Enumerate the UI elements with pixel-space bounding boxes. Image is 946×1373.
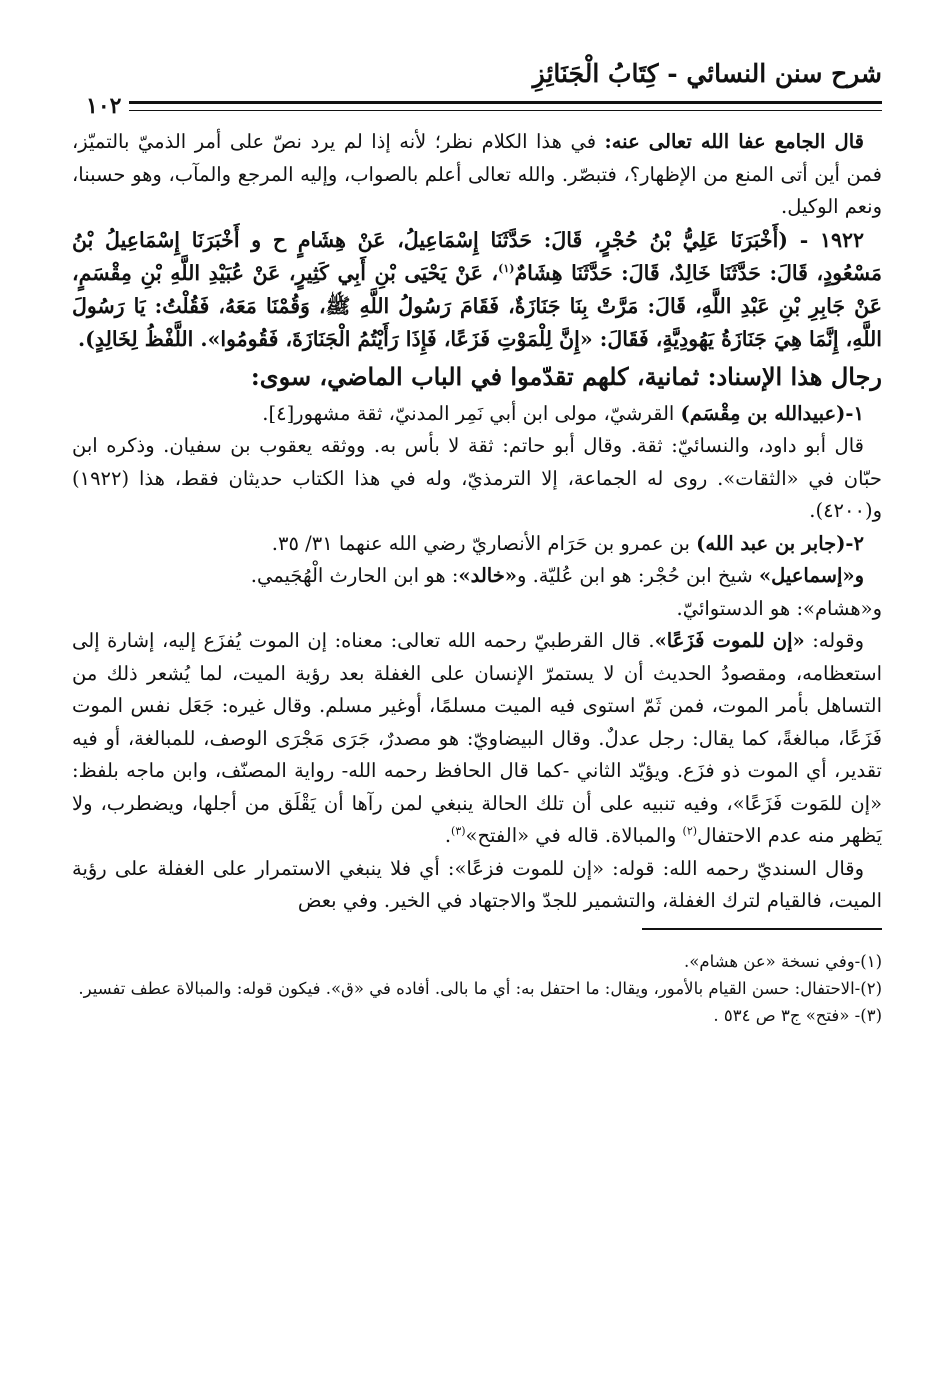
footnote-ref-2[interactable]: (٢)	[682, 824, 698, 838]
footnote-2: (٢)-الاحتفال: حسن القيام بالأمور، ويقال: ما احتفل به: أي ما بالى. أفاده في «ق». فيكون قوله: والمبالاة عطف تفسير.	[78, 978, 882, 998]
explanation-paragraph-1	[72, 625, 882, 853]
narrator-1	[72, 398, 882, 431]
header-rule-row	[72, 92, 882, 120]
commentary-author-label: قال الجامع عفا الله تعالى عنه:	[604, 130, 864, 153]
hadith-text-part-2: ، عَنْ يَحْيَى بْنِ أَبِي كَثِيرٍ، عَنْ عُبَيْدِ اللَّهِ بْنِ مِقْسَمٍ، عَنْ جَابِرِ بْنِ عَبْدِ اللَّهِ، قَالَ: مَرَّتْ بِنَا جَنَازَةٌ، فَقَامَ رَسُولُ اللَّهِ ﷺ، وَقُمْنَا مَعَهُ، فَقُلْتُ: يَا رَسُولَ اللَّهِ، إِنَّمَا هِيَ جَنَازَةُ يَهُودِيَّةٍ، فَقَالَ: «إِنَّ لِلْمَوْتِ فَزَعًا، فَإِذَا رَأَيْتُمُ الْجَنَازَةَ، فَقُومُوا». اللَّفْظُ لِخَالِدٍ).	[72, 260, 882, 351]
commentary-text: في هذا الكلام نظر؛ لأنه إذا لم يرد نصّ على أمر الذميّ بالتميّز، فمن أين أتى المنع من الإظهار؟، فتبصّر. والله تعالى أعلم بالصواب، وإليه المرجع والمآب، وهو حسبنا، ونعم الوكيل.	[72, 130, 882, 218]
running-header-title: شرح سنن النسائي - كِتَابُ الْجَنَائِزِ	[532, 59, 882, 88]
footnote-1: (١)-وفي نسخة «عن هشام».	[684, 951, 882, 971]
footnote-ref-1[interactable]: (١)	[498, 261, 515, 275]
explanation-text-end: والمبالاة. قاله في «الفتح»	[465, 824, 683, 847]
ismail-khalid-note	[72, 560, 882, 593]
explanation-paragraph-2: وقال السنديّ رحمه الله: قوله: «إن للموت فزعًا»: أي فلا ينبغي الاستمرار على الغفلة على رؤية الميت، فالقيام لترك الغفلة، والتشمير للجدّ والاجتهاد في الخير. وفي بعض	[72, 856, 882, 912]
narrator-1-details: قال أبو داود، والنسائيّ: ثقة. وقال أبو حاتم: ثقة لا بأس به. ووثقه يعقوب بن سفيان. وذكره ابن حبّان في «الثقات». روى له الجماعة، إلا الترمذيّ، وله في هذا الكتاب حديثان فقط، هذا (١٩٢٢) و(٤٢٠٠).	[72, 434, 882, 522]
running-header	[72, 48, 882, 88]
header-double-rule	[129, 101, 882, 111]
footnote-ref-3[interactable]: (٣)	[451, 824, 466, 838]
narrator-2-text: بن عمرو بن حَرَام الأنصاريّ رضي الله عنهما ٣١/ ٣٥.	[271, 531, 697, 555]
main-text	[72, 126, 882, 918]
khalid-text: : هو ابن الحارث الْهُجَيمي.	[250, 564, 459, 587]
footnote-separator	[642, 928, 882, 930]
commentary-paragraph	[72, 126, 882, 224]
narrator-2-name: ٢-(جابر بن عبد الله)	[696, 531, 864, 555]
section-heading: رجال هذا الإسناد: ثمانية، كلهم تقدّموا في الباب الماضي، سوى:	[250, 361, 882, 391]
hadith-text-part-1: - (أَخْبَرَنَا عَلِيُّ بْنُ حُجْرٍ، قَالَ: حَدَّثَنَا إِسْمَاعِيلُ، عَنْ هِشَامٍ ح و أَخْبَرَنَا إِسْمَاعِيلُ بْنُ مَسْعُودٍ، قَالَ: حَدَّثَنَا خَالِدٌ، قَالَ: حَدَّثَنَا هِشَامٌ	[72, 227, 882, 285]
footnote-3: (٣)- «فتح» ج٣ ص ٥٣٤ .	[713, 1005, 882, 1025]
explanation-text: . قال القرطبيّ رحمه الله تعالى: معناه: إن الموت يُفزَع إليه، إشارة إلى استعظامه، ومقصودُ الحديث أن لا يستمرّ الإنسان على الغفلة بعد رؤية الميت، لما يُشعر ذلك من التساهل بأمر الموت، فمن ثَمّ استوى فيه الميت مسلمًا، أوغير مسلم. وقال غيره: جَعَل نفس الموت فَزَعًا، مبالغةً، كما يقال: رجل عدلٌ. وقال البيضاويّ: هو مصدرٌ، جَرَى مَجْرَى الوصف، للمبالغة، أو فيه تقدير، أي الموت ذو فزَع. ويؤيّد الثاني -كما قال الحافظ رحمه الله- رواية المصنّف، وابن ماجه بلفظ: «إن للمَوت فَزَعًا»، وفيه تنبيه على أن تلك الحالة ينبغي لمن رآها أن يَقْلَق من أجلها، ويضطرب، ولا يَظهر منه عدم الاحتفال	[72, 629, 882, 847]
document-page	[72, 48, 882, 1338]
hisham-note: و«هشام»: هو الدستوائيّ.	[676, 596, 882, 620]
explanation-lead: وقوله:	[804, 629, 864, 652]
explanation-close: .	[444, 824, 452, 847]
footnotes	[72, 948, 882, 1029]
narrator-1-name: ١-(عبيدالله بن مِقْسَم)	[680, 401, 864, 425]
page-number: ١٠٢	[86, 93, 122, 119]
explanation-quote: «إن للموت فَزَعًا»	[654, 629, 805, 652]
narrator-2	[72, 528, 882, 561]
hadith-paragraph	[72, 224, 882, 356]
ismail-text: شيخ ابن حُجْر: هو ابن عُليّة. و	[516, 564, 759, 587]
narrator-1-text: القرشيّ، مولى ابن أبي نَمِر المدنيّ، ثقة مشهور[٤].	[262, 401, 681, 425]
ismail-label: و«إسماعيل»	[758, 564, 864, 587]
hadith-number: ١٩٢٢	[819, 227, 864, 252]
khalid-label: «خالد»	[458, 564, 517, 587]
